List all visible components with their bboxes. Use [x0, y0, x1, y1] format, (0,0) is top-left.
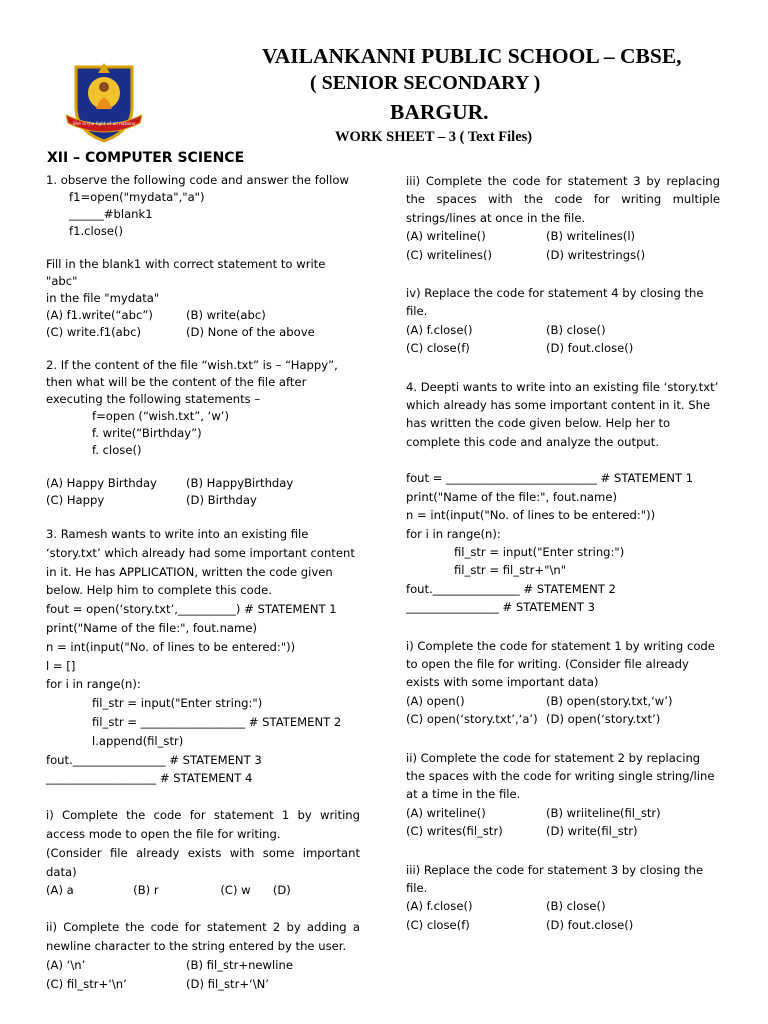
school-name: VAILANKANNI PUBLIC SCHOOL – CBSE,: [262, 44, 682, 68]
q3-iv-options: [406, 339, 720, 357]
q4-code: n = int(input("No. of lines to be entered:")): [406, 508, 656, 523]
q1-line: f1.close(): [69, 224, 124, 238]
option: (C) fil_str+‘\n’: [46, 976, 127, 991]
q3-code: print("Name of the file:", fout.name): [46, 620, 257, 635]
q3-i-options: [46, 881, 360, 900]
option: (A) writeline(): [406, 805, 486, 820]
q4-code: fout._______________ # STATEMENT 2: [406, 581, 616, 596]
option: (A) f.close(): [406, 322, 473, 337]
q3-code: fout.________________ # STATEMENT 3: [46, 752, 262, 767]
q3-code: for i in range(n):: [46, 677, 141, 692]
option: (D) fil_str+‘\N’: [186, 976, 269, 991]
option: (A) f1.write(“abc”): [46, 308, 153, 322]
q4-iii-options: [406, 916, 720, 934]
option: (D) fout.close(): [546, 917, 634, 932]
option: (C) write.f1(abc): [46, 325, 142, 339]
option: (D) fout.close(): [546, 341, 634, 356]
option: (A) a: [46, 883, 74, 898]
worksheet-title: WORK SHEET – 3 ( Text Files): [335, 129, 533, 145]
q2-text: 2. If the content of the file “wish.txt” is – “Happy”,: [46, 358, 338, 372]
q3-i-text: i) Complete the code for statement 1 by writing access mode to open the file for writing.: [46, 808, 360, 841]
q1-line: ______#blank1: [69, 207, 153, 221]
q3-code: fil_str = input("Enter string:"): [92, 696, 263, 711]
q2-options: [46, 475, 360, 492]
q3-code: fout = open(‘story.txt’,__________) # STATEMENT 1: [46, 602, 337, 617]
option: (C) open(‘story.txt’,‘a’): [406, 712, 538, 727]
option: (B) wriiteline(fil_str): [546, 805, 661, 820]
q1-line: f1=open("mydata","a"): [69, 190, 205, 204]
q3-code: n = int(input("No. of lines to be entered:")): [46, 639, 296, 654]
logo-motto: She is the light of all nations: [72, 122, 136, 127]
q3-text: 3. Ramesh wants to write into an existing file: [46, 527, 309, 541]
q3-ii-text: ii) Complete the code for statement 2 by adding a newline character to the string entered by the user.: [46, 920, 360, 953]
option: (A) open(): [406, 693, 465, 708]
q3-text: in it. He has APPLICATION, written the code given: [46, 564, 333, 579]
q2-text: then what will be the content of the file after: [46, 375, 307, 389]
q4-text: 4. Deepti wants to write into an existing file ‘story.txt’ which already has some important content in it. She has written the code given below. Help her to complete this code and analyze the output.: [406, 379, 719, 449]
option: (C) Happy: [46, 493, 105, 507]
q4-code: fil_str = fil_str+"\n": [454, 563, 567, 578]
q4-iii-options: [406, 897, 720, 915]
q4-code: for i in range(n):: [406, 526, 501, 541]
option: (A) f.close(): [406, 899, 473, 914]
q3-i-text: (Consider file already exists with some important data): [46, 845, 360, 879]
option: (D) Birthday: [186, 493, 257, 507]
school-level: ( SENIOR SECONDARY ): [310, 72, 541, 94]
option: (B) close(): [546, 899, 606, 914]
q4-code: fil_str = input("Enter string:"): [454, 544, 625, 559]
option: (D) write(fil_str): [546, 824, 638, 839]
q2-code: f. close(): [92, 443, 142, 457]
option: (B) open(story.txt,‘w’): [546, 693, 673, 708]
q4-i-options: [406, 692, 720, 710]
q3-code: fil_str = __________________ # STATEMENT 2: [92, 714, 342, 729]
option: (C) w: [220, 883, 251, 898]
option: (B) write(abc): [186, 308, 266, 322]
q3-iii-options: [406, 227, 720, 245]
q4-ii-options: [406, 822, 720, 840]
q3-iv-options: [406, 321, 720, 339]
option: (D): [272, 883, 291, 898]
option: (C) close(f): [406, 917, 470, 932]
q2-options: [46, 492, 360, 509]
q3-iv-text: iv) Replace the code for statement 4 by closing the file.: [406, 286, 704, 319]
option: (A) Happy Birthday: [46, 476, 157, 490]
q3-ii-options: [46, 956, 360, 975]
option: (B) r: [133, 883, 159, 898]
q1-text: in the file "mydata": [46, 291, 160, 305]
option: (C) writelines(): [406, 247, 492, 262]
q1-options: [46, 307, 360, 324]
school-town: BARGUR.: [390, 100, 489, 124]
q4-code: fout = __________________________ # STATEMENT 1: [406, 471, 694, 486]
option: (D) writestrings(): [546, 247, 646, 262]
q4-code: ________________ # STATEMENT 3: [406, 600, 595, 615]
q3-text: below. Help him to complete this code.: [46, 583, 272, 598]
q4-i-text: i) Complete the code for statement 1 by writing code to open the file for writing. (Consider file already exists with some important data): [406, 638, 715, 690]
option: (C) writes(fil_str): [406, 824, 503, 839]
q2-code: f=open (“wish.txt”, ‘w’): [92, 409, 230, 423]
q1-line: 1. observe the following code and answer the follow: [46, 173, 349, 187]
subject-title: XII – COMPUTER SCIENCE: [47, 150, 245, 166]
q2-text: executing the following statements –: [46, 392, 261, 406]
q4-i-options: [406, 710, 720, 728]
option: (D) open(‘story.txt’): [546, 712, 661, 727]
q3-iii-text: iii) Complete the code for statement 3 by replacing the spaces with the code for writing multiple strings/lines at once in the file.: [406, 174, 720, 225]
q3-ii-options: [46, 975, 360, 994]
q3-code: ___________________ # STATEMENT 4: [46, 771, 253, 786]
option: (A) writeline(): [406, 229, 486, 244]
school-logo: [62, 57, 146, 143]
q1-options: [46, 324, 360, 341]
q3-iii-options: [406, 246, 720, 264]
q4-code: print("Name of the file:", fout.name): [406, 489, 617, 504]
q3-code: l = []: [46, 658, 76, 673]
q3-code: l.append(fil_str): [92, 733, 184, 748]
option: (A) ‘\n’: [46, 957, 86, 972]
option: (C) close(f): [406, 341, 470, 356]
q3-text: ‘story.txt’ which already had some important content: [46, 545, 355, 560]
option: (B) writelines(l): [546, 229, 636, 244]
q1-text: Fill in the blank1 with correct statement to write "abc": [46, 257, 326, 288]
option: (D) None of the above: [186, 325, 315, 339]
q4-ii-text: ii) Complete the code for statement 2 by replacing the spaces with the code for writing single string/line at a time in the file.: [406, 750, 715, 802]
option: (B) fil_str+newline: [186, 957, 293, 972]
q2-code: f. write(“Birthday”): [92, 426, 202, 440]
q4-iii-text: iii) Replace the code for statement 3 by closing the file.: [406, 862, 704, 895]
q4-ii-options: [406, 804, 720, 822]
option: (B) HappyBirthday: [186, 476, 294, 490]
option: (B) close(): [546, 322, 606, 337]
left-column: [46, 172, 360, 993]
right-column: [406, 172, 720, 934]
